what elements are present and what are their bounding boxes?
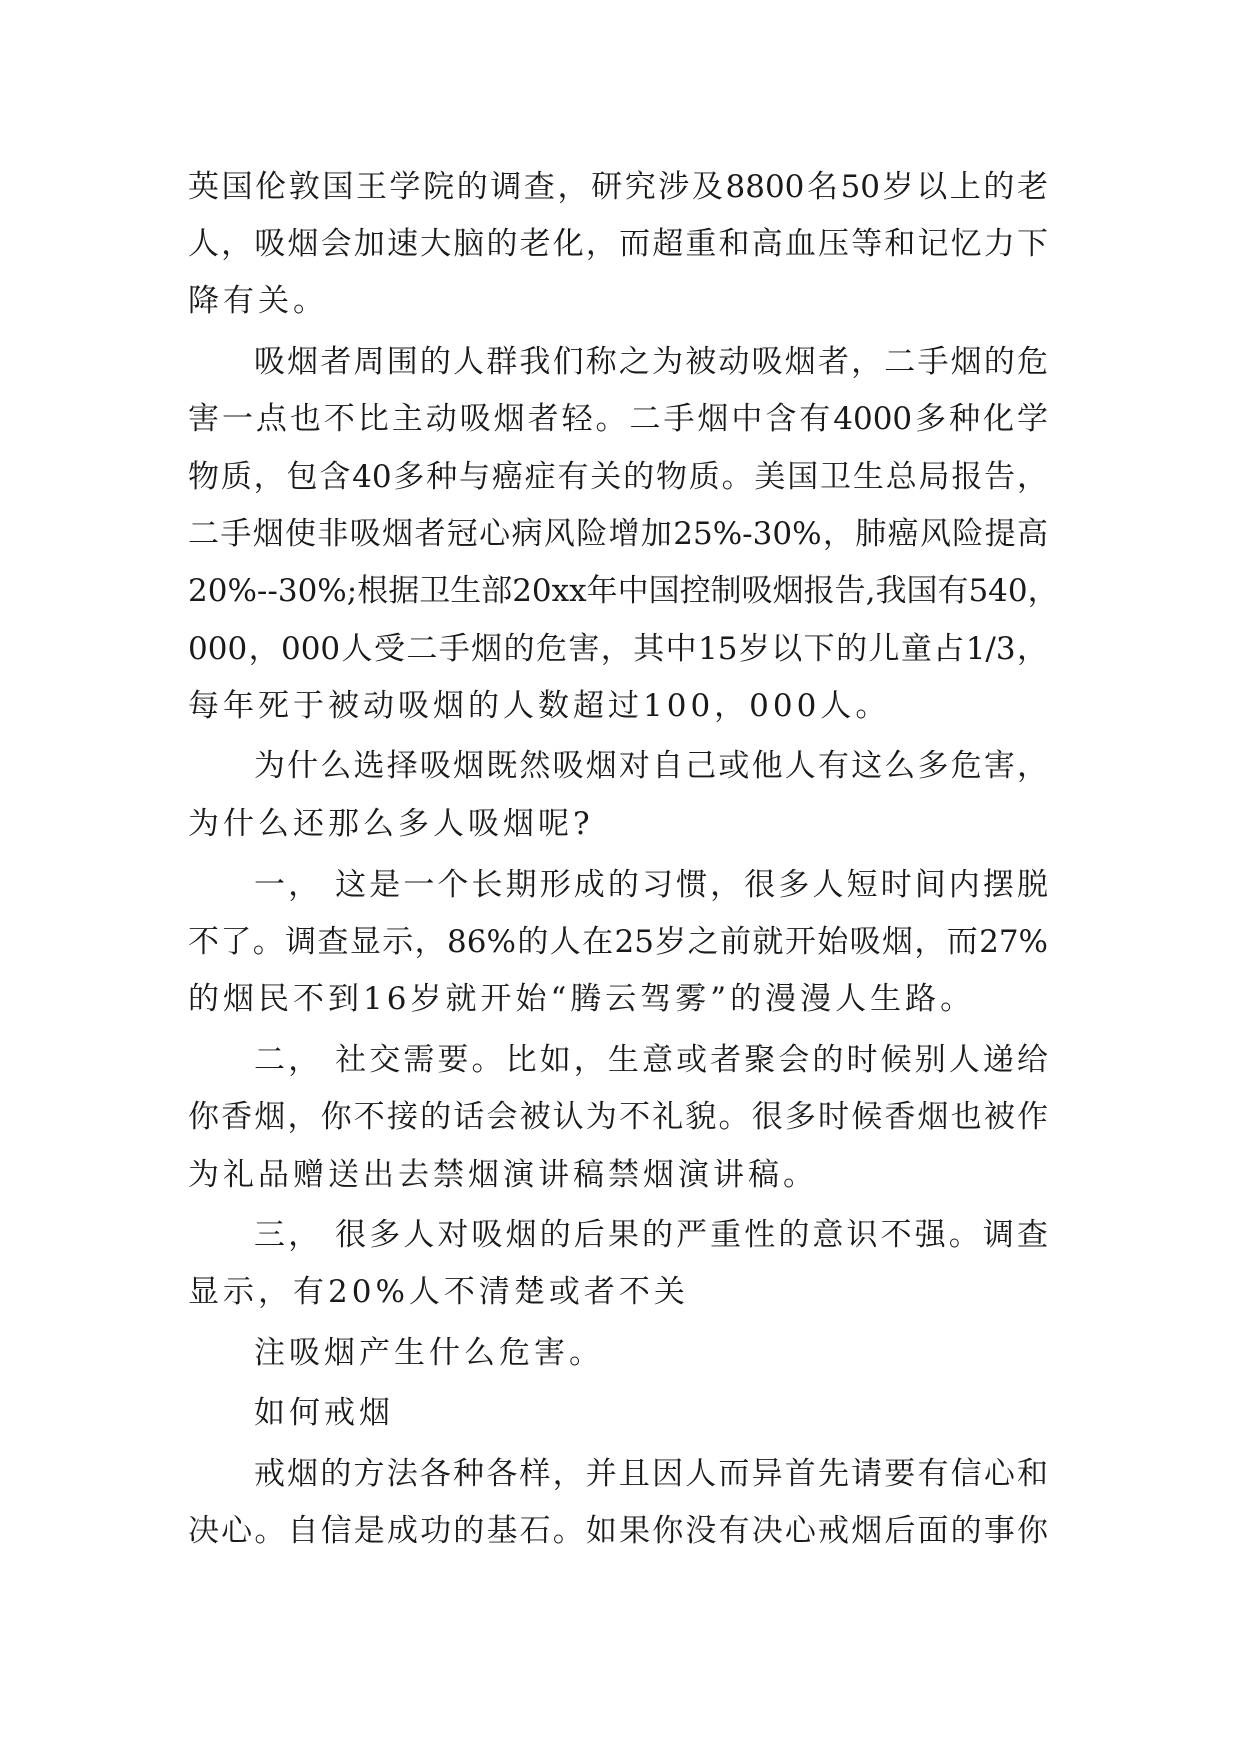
text-line: 物质，包含40多种与癌症有关的物质。美国卫生总局报告， [188, 459, 1048, 495]
text-line: 不了。调查显示，86%的人在25岁之前就开始吸烟，而27% [188, 924, 1048, 960]
text-line: 人，吸烟会加速大脑的老化，而超重和高血压等和记忆力下 [188, 226, 1048, 262]
text-line: 的烟民不到16岁就开始“腾云驾雾”的漫漫人生路。 [188, 981, 976, 1017]
text-line: 每年死于被动吸烟的人数超过100，000人。 [188, 688, 891, 724]
text-line: 降有关。 [188, 283, 328, 319]
text-line: 三， 很多人对吸烟的后果的严重性的意识不强。调查 [254, 1217, 1048, 1253]
text-line: 为什么还那么多人吸烟呢? [188, 806, 594, 842]
text-line: 害一点也不比主动吸烟者轻。二手烟中含有4000多种化学 [188, 401, 1048, 437]
text-line: 000，000人受二手烟的危害，其中15岁以下的儿童占1/3， [188, 631, 1048, 667]
text-line: 注吸烟产生什么危害。 [254, 1335, 604, 1371]
text-line: 决心。自信是成功的基石。如果你没有决心戒烟后面的事你 [188, 1513, 1048, 1549]
text-line: 二手烟使非吸烟者冠心病风险增加25%-30%，肺癌风险提高 [188, 516, 1048, 552]
text-line: 20%--30%;根据卫生部20xx年中国控制吸烟报告,我国有540， [188, 573, 1059, 609]
text-line: 一， 这是一个长期形成的习惯，很多人短时间内摆脱 [254, 867, 1048, 903]
text-line: 二， 社交需要。比如，生意或者聚会的时候别人递给 [254, 1042, 1048, 1078]
text-line: 你香烟，你不接的话会被认为不礼貌。很多时候香烟也被作 [188, 1099, 1048, 1135]
text-line: 英国伦敦国王学院的调查，研究涉及8800名50岁以上的老 [188, 169, 1048, 205]
text-line: 显示，有20%人不清楚或者不关 [188, 1274, 689, 1310]
section-heading: 如何戒烟 [254, 1395, 394, 1431]
text-line: 为什么选择吸烟既然吸烟对自己或他人有这么多危害， [254, 748, 1048, 784]
text-line: 戒烟的方法各种各样，并且因人而异首先请要有信心和 [254, 1456, 1048, 1492]
text-line: 为礼品赠送出去禁烟演讲稿禁烟演讲稿。 [188, 1157, 818, 1193]
text-line: 吸烟者周围的人群我们称之为被动吸烟者，二手烟的危 [254, 344, 1048, 380]
